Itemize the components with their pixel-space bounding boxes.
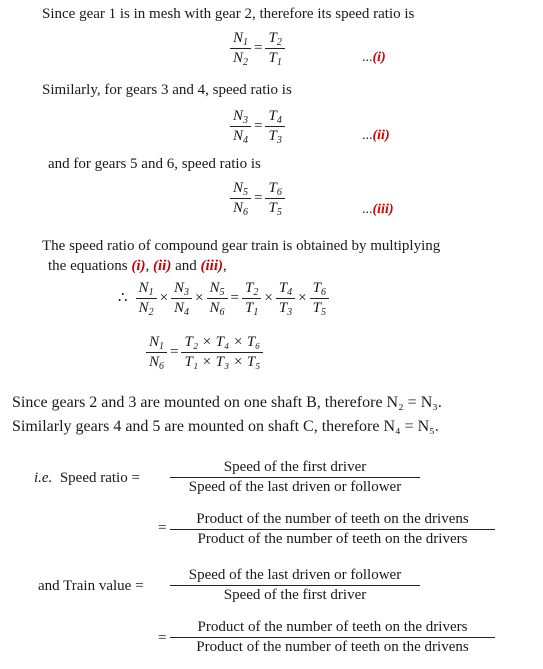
- frac-n1-n2: $\frac{N_1}{N_2}$: [136, 280, 157, 317]
- text-line-3: and for gears 5 and 6, speed ratio is: [48, 156, 261, 172]
- frac-n3-n4: $\frac{N_3}{N_4}$: [171, 280, 192, 317]
- text-line-4: The speed ratio of compound gear train is obtained by multiplying: [42, 238, 441, 254]
- equation-tag-ii: ...(ii): [362, 128, 390, 143]
- frac-n1-n6: $\frac{N_1}{N_6}$: [146, 334, 167, 371]
- text-line-1: Since gear 1 is in mesh with gear 2, therefore its speed ratio is: [42, 6, 415, 22]
- text-line-5: the equations (i), (ii) and (iii),: [48, 258, 227, 274]
- equation-tag-i: ...(i): [362, 50, 386, 65]
- result-equation: $\frac{N_1}{N_6}$ = $\frac{\text{T₂ × T₄ × T₆}}{\text{T₁ × T₃ × T₅}}$: [146, 334, 263, 371]
- equation-i: $\frac{N_1}{N_2}$ = $\frac{T_2}{T_1}$: [230, 30, 285, 67]
- train-value-fraction-1: $\frac{\text{Speed of the last driven or follower}}{\text{Speed of the first driver}}$: [170, 566, 420, 605]
- fraction-n3-n4: $\frac{N_3}{N_4}$: [230, 108, 251, 145]
- frac-t4-t3: $\frac{T_4}{T_3}$: [276, 280, 295, 317]
- fraction-t4-t3: $\frac{T_4}{T_3}$: [265, 108, 284, 145]
- fraction-t2-t1: $\frac{T_2}{T_1}$: [265, 30, 284, 67]
- speed-ratio-label: i.e. Speed ratio =: [34, 470, 140, 486]
- product-equation: ∴ $\frac{N_1}{N_2}$ × $\frac{N_3}{N_4}$ × $\frac{N_5}{N_6}$ = $\frac{T_2}{T_1}$ × $\frac{T_4}{T_3}$ × $\frac{T_6}{T_5}$: [118, 280, 329, 317]
- equation-ii: $\frac{N_3}{N_4}$ = $\frac{T_4}{T_3}$: [230, 108, 285, 145]
- therefore-symbol: ∴: [118, 289, 128, 306]
- fraction-t6-t5: $\frac{T_6}{T_5}$: [265, 180, 284, 217]
- speed-ratio-fraction-1: $\frac{\text{Speed of the first driver}}{\text{Speed of the last driven or follower}}$: [170, 458, 420, 497]
- train-value-fraction-2: $\frac{\text{Product of the number of teeth on the drivers}}{\text{Product of the number of teeth on the drivens}}$: [170, 618, 495, 657]
- equals-sign-2: =: [158, 630, 167, 646]
- fraction-n5-n6: $\frac{N_5}{N_6}$: [230, 180, 251, 217]
- speed-ratio-fraction-2: $\frac{\text{Product of the number of teeth on the drivens}}{\text{Product of the number of teeth on the drivers}}$: [170, 510, 495, 549]
- equals-sign: =: [158, 520, 167, 536]
- fraction-n1-n2: $\frac{N_1}{N_2}$: [230, 30, 251, 67]
- frac-n5-n6: $\frac{N_5}{N_6}$: [207, 280, 228, 317]
- text-line-6: Since gears 2 and 3 are mounted on one shaft B, therefore N₂ = N₃.: [12, 394, 442, 411]
- train-value-label: and Train value =: [38, 578, 144, 594]
- equation-iii: $\frac{N_5}{N_6}$ = $\frac{T_6}{T_5}$: [230, 180, 285, 217]
- frac-t2-t1: $\frac{T_2}{T_1}$: [242, 280, 261, 317]
- text-line-2: Similarly, for gears 3 and 4, speed ratio is: [42, 82, 292, 98]
- frac-t6-t5: $\frac{T_6}{T_5}$: [310, 280, 329, 317]
- equation-tag-iii: ...(iii): [362, 202, 394, 217]
- text-line-7: Similarly gears 4 and 5 are mounted on shaft C, therefore N₄ = N₅.: [12, 418, 439, 435]
- frac-t-product: $\frac{\text{T₂ × T₄ × T₆}}{\text{T₁ × T₃ × T₅}}$: [181, 334, 263, 371]
